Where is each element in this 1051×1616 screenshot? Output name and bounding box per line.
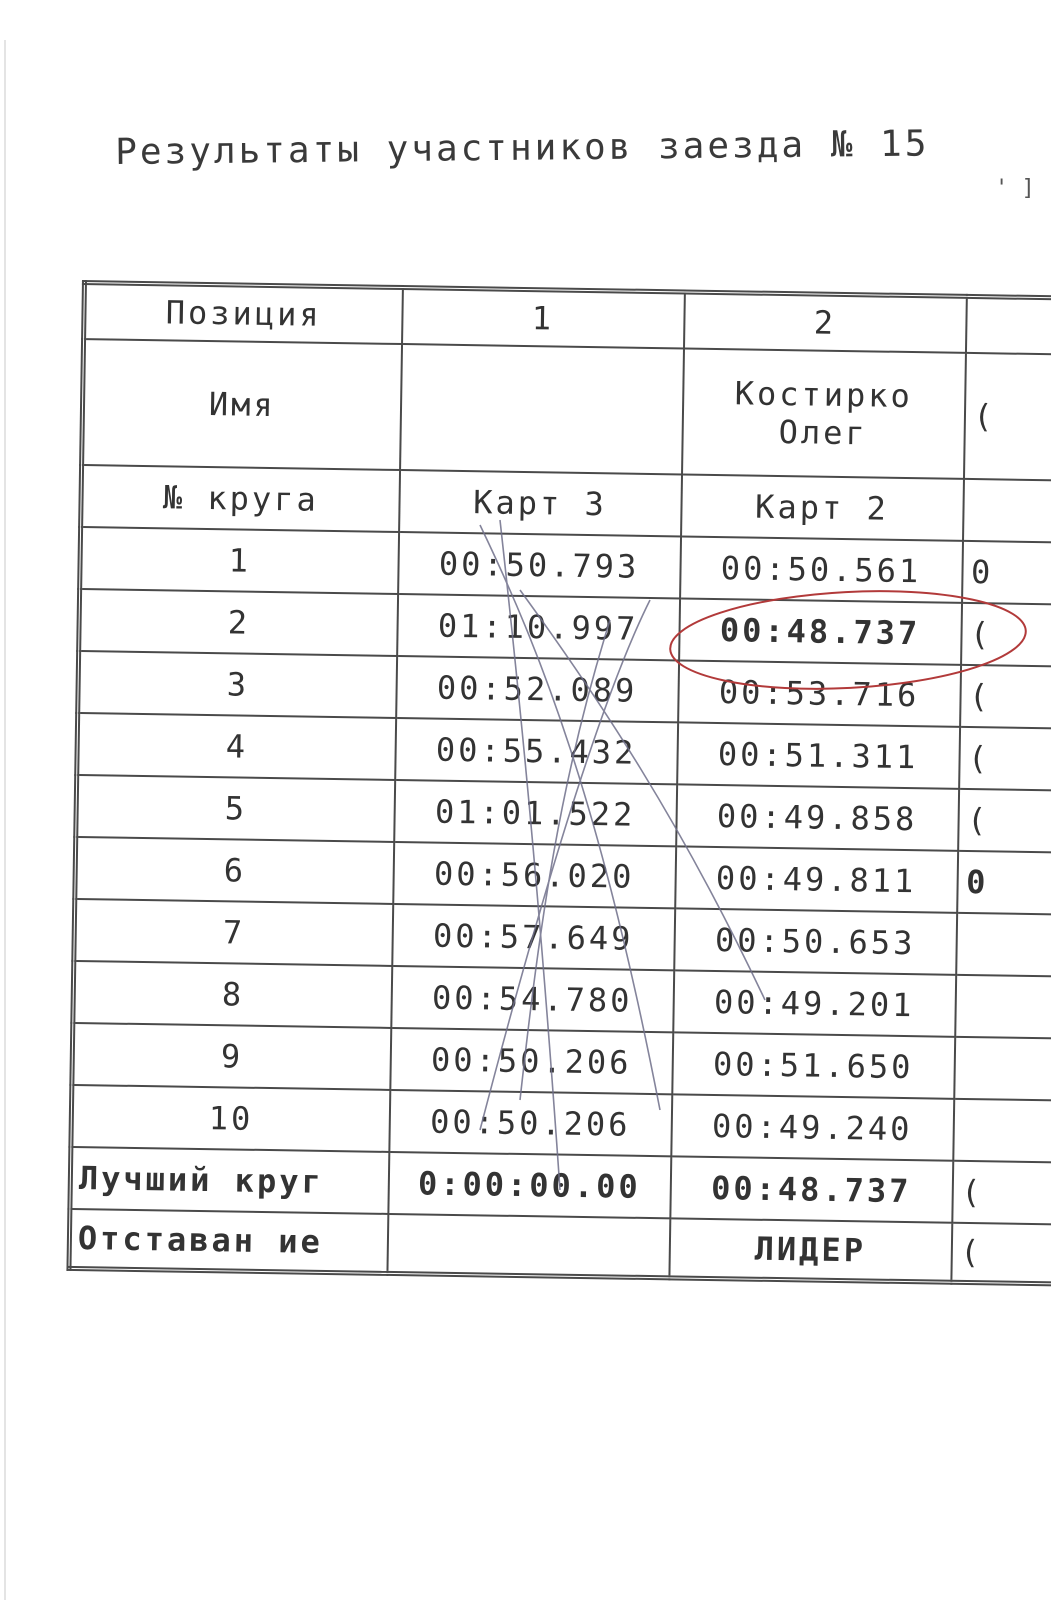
lap-time-3-partial: ( [958, 788, 1051, 852]
lap-number: 8 [73, 960, 392, 1027]
lap-time-3-partial: 0 [962, 540, 1051, 604]
lap-label: № круга [81, 465, 400, 532]
name-3-partial: ( [963, 352, 1051, 480]
lap-time-3-partial [956, 912, 1051, 976]
gap-1 [387, 1213, 670, 1277]
lap-time-3-partial [955, 974, 1051, 1038]
name-row [82, 339, 1051, 481]
lap-time-2: 00:53.716 [678, 660, 961, 726]
best-lap-1: 0:00:00.00 [388, 1151, 671, 1217]
lap-time-1: 01:01.522 [394, 779, 677, 845]
lap-number: 2 [79, 589, 398, 656]
best-lap-3-partial: ( [952, 1160, 1051, 1224]
lap-time-1: 00:50.206 [390, 1027, 673, 1093]
lap-time-1: 00:54.780 [391, 965, 674, 1031]
lap-number: 7 [74, 898, 393, 965]
lap-time-2: 00:49.858 [676, 784, 959, 850]
lap-time-3-partial: ( [961, 602, 1051, 666]
gap-2-leader: ЛИДЕР [669, 1218, 952, 1282]
results-table [66, 280, 1051, 1287]
gap-3-partial: ( [951, 1222, 1051, 1284]
name-2-line2: Олег [778, 412, 869, 452]
lap-time-2: 00:50.561 [680, 536, 963, 602]
position-3-partial [965, 296, 1051, 354]
kart-2: Карт 2 [681, 474, 964, 540]
lap-time-3-partial: ( [959, 726, 1051, 790]
best-lap-2: 00:48.737 [670, 1156, 953, 1222]
kart-1: Карт 3 [399, 470, 682, 536]
lap-number: 5 [76, 774, 395, 841]
best-lap-label: Лучший круг [70, 1146, 389, 1213]
position-label: Позиция [84, 283, 403, 344]
page-title: Результаты участников заезда № 15 [115, 123, 930, 173]
lap-time-2: 00:49.811 [675, 846, 958, 912]
lap-time-2: 00:50.653 [674, 908, 957, 974]
lap-time-1: 00:57.649 [392, 903, 675, 969]
lap-time-1: 00:56.020 [393, 841, 676, 907]
name-2-line1: Костирко [734, 373, 914, 415]
lap-time-1: 00:55.432 [395, 717, 678, 783]
lap-number: 6 [75, 836, 394, 903]
lap-time-3-partial: ( [960, 664, 1051, 728]
lap-time-1: 00:50.206 [389, 1089, 672, 1155]
lap-time-3-partial [954, 1036, 1051, 1100]
name-1 [400, 344, 684, 474]
page-edge [4, 40, 6, 1600]
title-fragment: ' ] [995, 176, 1035, 201]
position-1: 1 [402, 288, 685, 348]
name-2 [682, 348, 966, 478]
lap-number: 10 [71, 1084, 390, 1151]
results-sheet [66, 280, 1051, 1286]
lap-time-1: 01:10.997 [397, 593, 680, 659]
gap-label: Отставан ие [69, 1208, 388, 1273]
lap-time-1: 00:52.089 [396, 655, 679, 721]
lap-time-2-best: 00:48.737 [679, 598, 962, 664]
lap-time-2: 00:49.240 [671, 1094, 954, 1160]
lap-time-3-partial: 0 [957, 850, 1051, 914]
lap-number: 4 [77, 712, 396, 779]
lap-time-2: 00:51.311 [677, 722, 960, 788]
lap-number: 9 [72, 1022, 391, 1089]
lap-number: 3 [78, 650, 397, 717]
lap-number: 1 [80, 527, 399, 594]
position-2: 2 [684, 292, 967, 352]
lap-time-1: 00:50.793 [398, 532, 681, 598]
kart-3-partial [963, 478, 1051, 542]
lap-time-2: 00:49.201 [673, 970, 956, 1036]
lap-time-2: 00:51.650 [672, 1032, 955, 1098]
lap-time-3-partial [953, 1098, 1051, 1162]
name-label: Имя [82, 339, 402, 470]
